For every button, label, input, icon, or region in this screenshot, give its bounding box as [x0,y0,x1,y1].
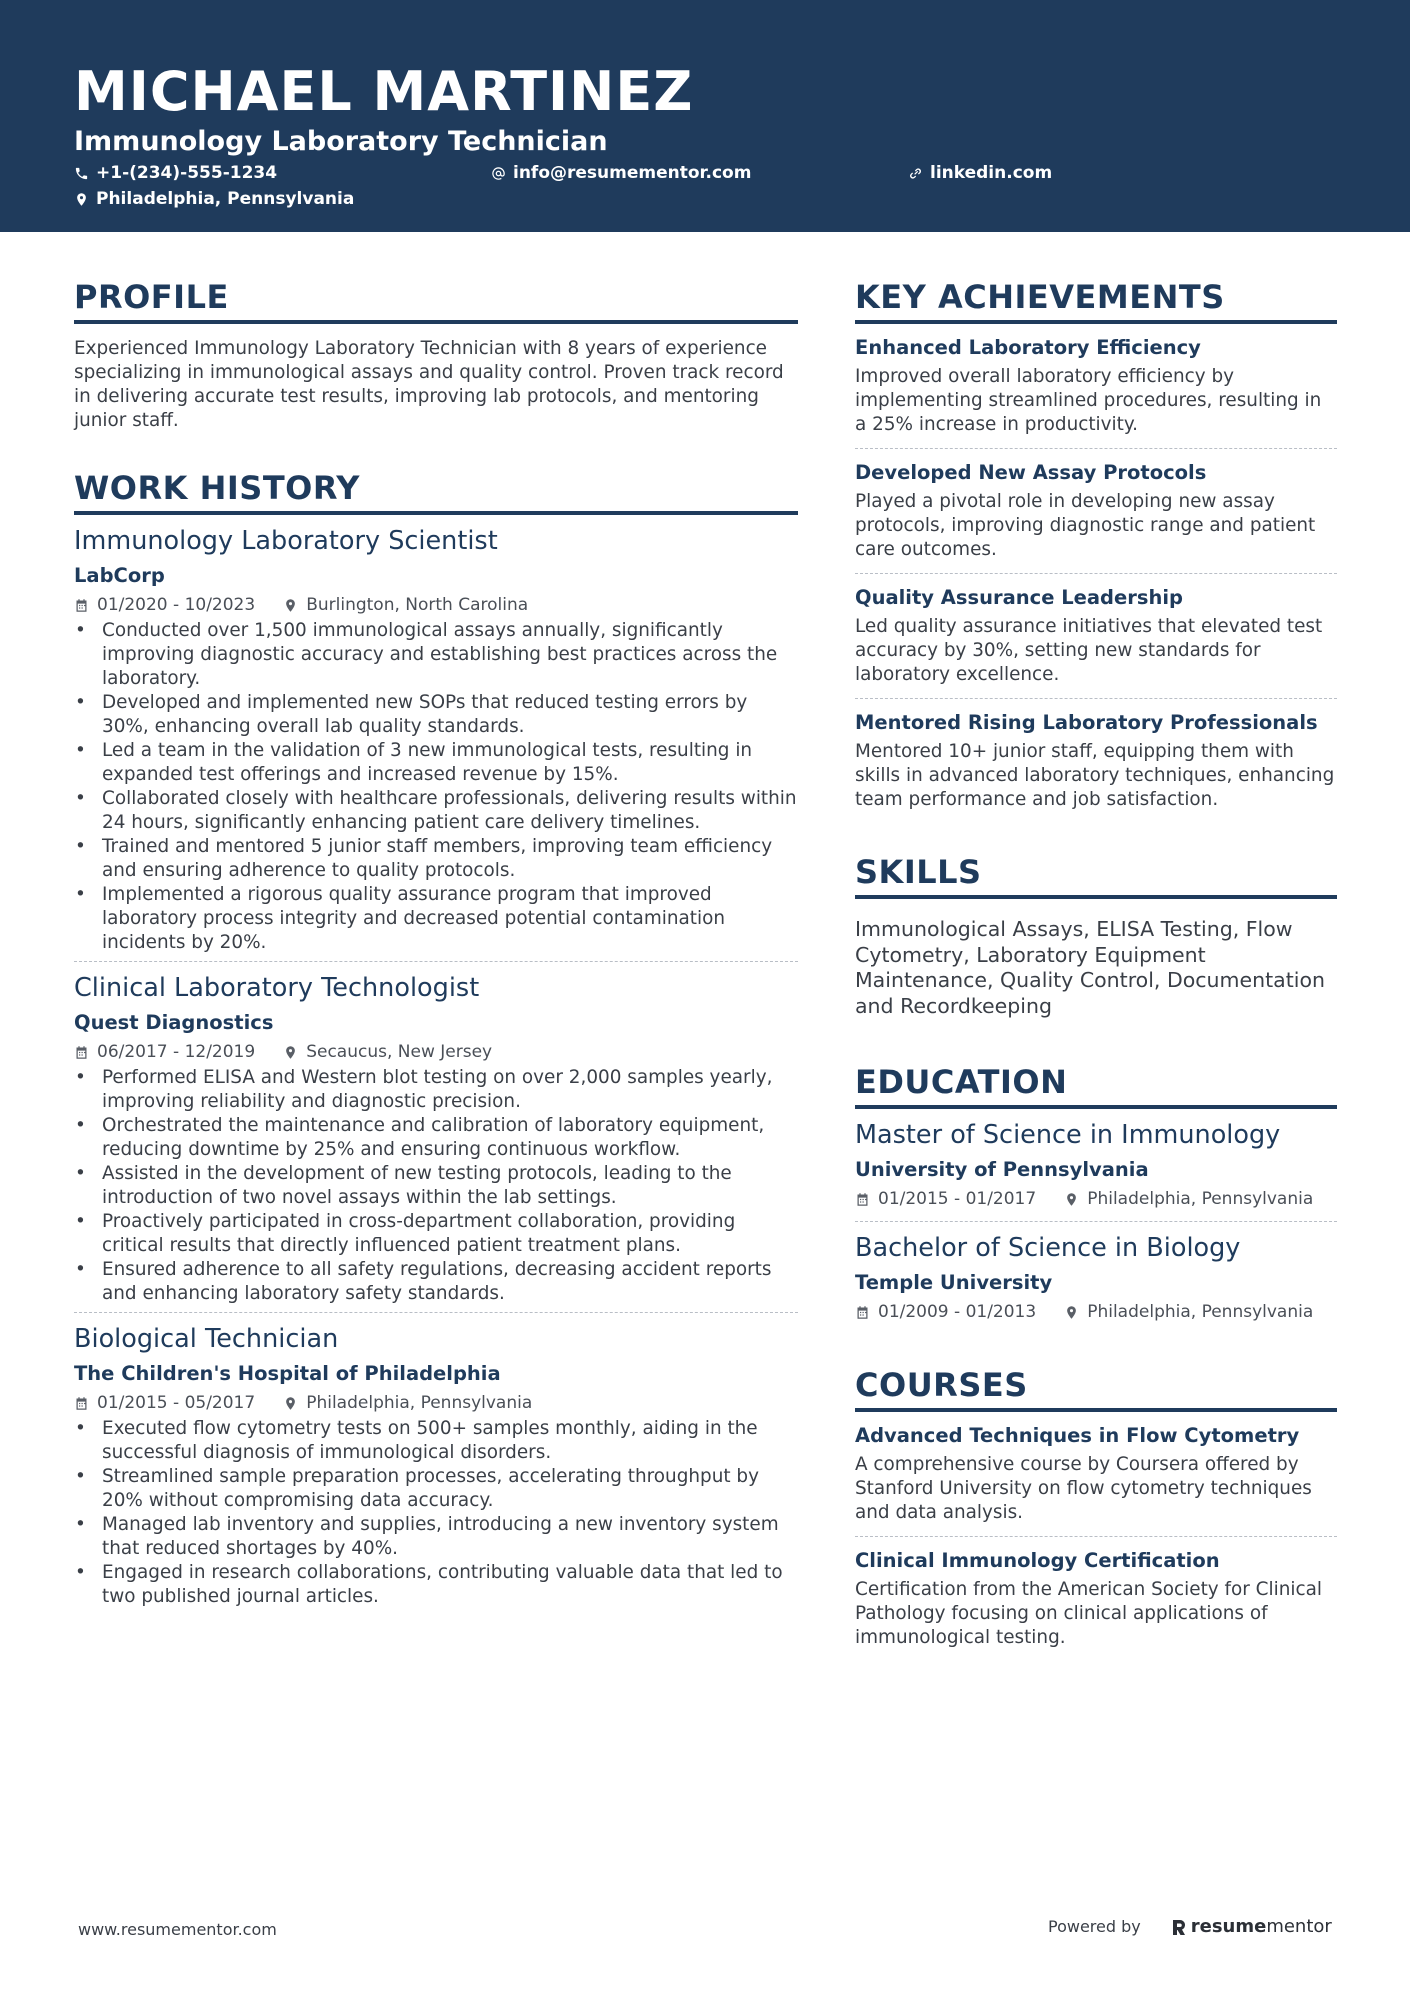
achievement-desc: Mentored 10+ junior staff, equipping them with skills in advanced laboratory techniques, enhancing team performance and job satisfaction. [855,741,1335,810]
education-location-text: Philadelphia, Pennsylvania [1087,1302,1314,1322]
phone-text: +1-(234)-555-1234 [96,163,278,183]
course-title: Advanced Techniques in Flow Cytometry [855,1424,1300,1447]
map-pin-icon [283,1396,298,1411]
job-location [283,1040,492,1064]
left-column [74,278,798,1651]
skills-text: Immunological Assays, ELISA Testing, Flow Cytometry, Laboratory Equipment Maintenance, Quality Control, Documentation and Recordkeeping [855,917,1325,1018]
skills-section [855,853,1337,1019]
calendar-icon [74,1396,89,1411]
candidate-title: Immunology Laboratory Technician [74,126,608,157]
map-pin-icon [283,1045,298,1060]
achievement-item [855,324,1337,448]
skills-heading: SKILLS [855,853,1337,899]
course-desc: A comprehensive course by Coursera offered by Stanford University on flow cytometry techniques and data analysis. [855,1454,1312,1523]
education-meta [855,1187,1337,1211]
education-item [855,1221,1337,1334]
achievement-title: Enhanced Laboratory Efficiency [855,336,1201,359]
job-location [283,593,528,617]
contact-linkedin[interactable] [908,163,1052,183]
job-entry [74,961,798,1312]
at-icon [491,166,506,181]
bullet-item: • Streamlined sample preparation processes, accelerating throughput by 20% without compromising data accuracy. [74,1465,798,1513]
map-pin-icon [1064,1192,1079,1207]
profile-section [74,278,798,433]
job-location [283,1391,532,1415]
course-item [855,1412,1337,1536]
education-dates: 01/2015 - 01/2017 [878,1189,1037,1209]
bullet-item: • Developed and implemented new SOPs that reduced testing errors by 30%, enhancing overall lab quality standards. [74,691,798,739]
bullet-item: • Executed flow cytometry tests on 500+ samples monthly, aiding in the successful diagnosis of immunological disorders. [74,1417,798,1465]
courses-section [855,1366,1337,1661]
achievement-desc: Led quality assurance initiatives that elevated test accuracy by 30%, setting new standards for laboratory excellence. [855,616,1323,685]
location-text: Philadelphia, Pennsylvania [96,189,355,209]
work-history-section [74,469,798,1615]
contact-email[interactable] [491,163,751,183]
job-dates: 01/2015 - 05/2017 [97,1393,256,1413]
degree-title: Bachelor of Science in Biology [855,1233,1241,1263]
bullet-item: • Managed lab inventory and supplies, introducing a new inventory system that reduced shortages by 40%. [74,1513,798,1561]
education-item [855,1109,1337,1221]
contact-phone [74,163,277,183]
link-icon [908,166,923,181]
brand-name-light: mentor [1266,1916,1332,1937]
bullet-item: • Assisted in the development of new testing protocols, leading to the introduction of two novel assays within the lab settings. [74,1162,798,1210]
company-name: The Children's Hospital of Philadelphia [74,1362,501,1385]
education-location [1064,1187,1313,1211]
brand-name-bold: resume [1190,1916,1267,1937]
map-pin-icon [1064,1305,1079,1320]
job-title: Biological Technician [74,1324,339,1354]
company-name: LabCorp [74,564,165,587]
job-bullets [74,1417,798,1609]
right-column [855,278,1337,1697]
job-location-text: Philadelphia, Pennsylvania [306,1393,533,1413]
education-location [1064,1300,1313,1324]
course-title: Clinical Immunology Certification [855,1549,1220,1572]
job-title: Clinical Laboratory Technologist [74,973,480,1003]
education-heading: EDUCATION [855,1063,1337,1109]
map-pin-icon [283,598,298,613]
achievement-item [855,573,1337,698]
job-title: Immunology Laboratory Scientist [74,526,498,556]
email-link[interactable]: info@resumementor.com [513,163,752,183]
education-dates: 01/2009 - 01/2013 [878,1302,1037,1322]
contact-location [74,189,354,209]
calendar-icon [855,1305,870,1320]
achievements-section [855,278,1337,823]
phone-icon [74,166,89,181]
brand-mark-icon [1171,1918,1187,1936]
job-meta [74,593,798,617]
achievement-item [855,448,1337,573]
job-meta [74,1391,798,1415]
job-location-text: Burlington, North Carolina [306,595,529,615]
achievement-title: Developed New Assay Protocols [855,461,1207,484]
job-entry [74,515,798,961]
calendar-icon [74,598,89,613]
education-section [855,1063,1337,1334]
company-name: Quest Diagnostics [74,1011,274,1034]
footer-website[interactable]: www.resumementor.com [78,1920,277,1939]
work-history-heading: WORK HISTORY [74,469,798,515]
candidate-name: MICHAEL MARTINEZ [74,60,694,123]
brand-logo[interactable] [1171,1916,1332,1937]
courses-heading: COURSES [855,1366,1337,1412]
bullet-item: • Performed ELISA and Western blot testing on over 2,000 samples yearly, improving reliability and diagnostic precision. [74,1066,798,1114]
education-location-text: Philadelphia, Pennsylvania [1087,1189,1314,1209]
course-desc: Certification from the American Society for Clinical Pathology focusing on clinical applications of immunological testing. [855,1579,1322,1648]
map-pin-icon [74,192,89,207]
education-meta [855,1300,1337,1324]
achievements-heading: KEY ACHIEVEMENTS [855,278,1337,324]
linkedin-link[interactable]: linkedin.com [930,163,1053,183]
bullet-item: • Proactively participated in cross-department collaboration, providing critical results that directly influenced patient treatment plans. [74,1210,798,1258]
bullet-item: • Ensured adherence to all safety regulations, decreasing accident reports and enhancing laboratory safety standards. [74,1258,798,1306]
job-location-text: Secaucus, New Jersey [306,1042,493,1062]
school-name: University of Pennsylvania [855,1158,1149,1181]
job-bullets [74,1066,798,1306]
bullet-item: • Engaged in research collaborations, contributing valuable data that led to two published journal articles. [74,1561,798,1609]
achievement-item [855,698,1337,823]
course-item [855,1536,1337,1661]
resume-header [0,0,1410,232]
bullet-item: • Trained and mentored 5 junior staff members, improving team efficiency and ensuring adherence to quality protocols. [74,835,798,883]
profile-heading: PROFILE [74,278,798,324]
achievement-title: Quality Assurance Leadership [855,586,1183,609]
bullet-item: • Orchestrated the maintenance and calibration of laboratory equipment, reducing downtime by 25% and ensuring continuous workflow. [74,1114,798,1162]
achievement-desc: Played a pivotal role in developing new assay protocols, improving diagnostic range and patient care outcomes. [855,491,1316,560]
achievement-desc: Improved overall laboratory efficiency by implementing streamlined procedures, resulting in a 25% increase in productivity. [855,366,1322,435]
footer-branding [1048,1916,1332,1937]
school-name: Temple University [855,1271,1053,1294]
job-dates: 06/2017 - 12/2019 [97,1042,256,1062]
bullet-item: • Collaborated closely with healthcare professionals, delivering results within 24 hours, significantly enhancing patient care delivery timelines. [74,787,798,835]
powered-by-label: Powered by [1048,1917,1141,1936]
achievement-title: Mentored Rising Laboratory Professionals [855,711,1318,734]
calendar-icon [855,1192,870,1207]
bullet-item: • Implemented a rigorous quality assurance program that improved laboratory process integrity and decreased potential contamination incidents by 20%. [74,883,798,955]
job-dates: 01/2020 - 10/2023 [97,595,256,615]
job-entry [74,1312,798,1615]
profile-text: Experienced Immunology Laboratory Technician with 8 years of experience specializing in immunological assays and quality control. Proven track record in delivering accurate test results, improving lab protocols, and mentoring junior staff. [74,338,784,431]
job-bullets [74,619,798,955]
bullet-item: • Conducted over 1,500 immunological assays annually, significantly improving diagnostic accuracy and establishing best practices across the laboratory. [74,619,798,691]
job-meta [74,1040,798,1064]
bullet-item: • Led a team in the validation of 3 new immunological tests, resulting in expanded test offerings and increased revenue by 15%. [74,739,798,787]
degree-title: Master of Science in Immunology [855,1120,1281,1150]
calendar-icon [74,1045,89,1060]
